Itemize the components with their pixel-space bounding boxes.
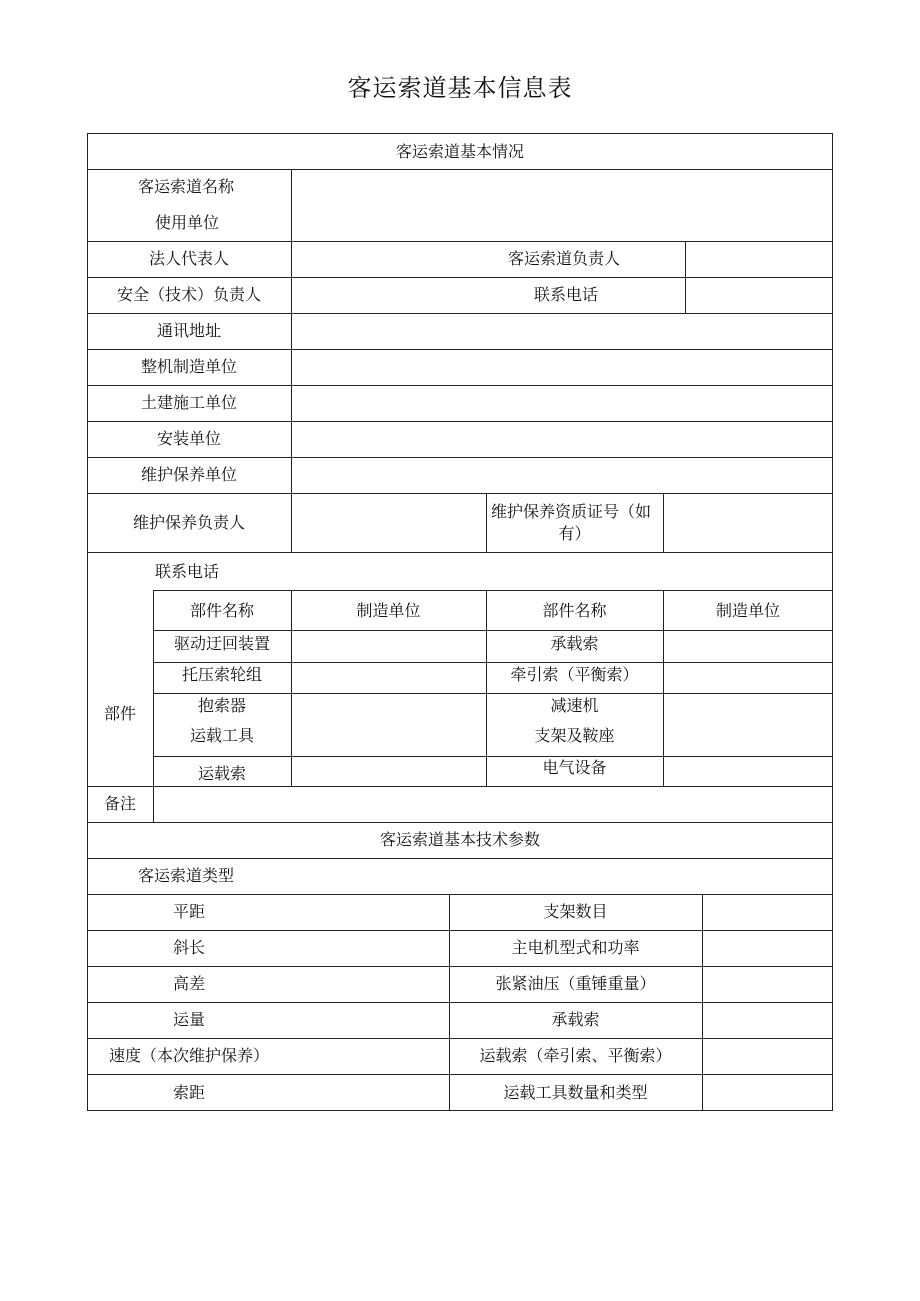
label-address: 通讯地址 — [156, 321, 221, 340]
value-legal-rep[interactable] — [292, 242, 492, 277]
label-ropeway-manager: 客运索道负责人 — [508, 249, 621, 268]
section-title-tech: 客运索道基本技术参数 — [379, 830, 540, 849]
part-left: 运载索 — [197, 764, 246, 783]
label-ropeway-type: 客运索道类型 — [138, 866, 235, 885]
value-manufacturer[interactable] — [292, 350, 832, 385]
label-maint-cert: 维护保养资质证号（如 — [491, 502, 652, 521]
label-manufacturer: 整机制造单位 — [140, 357, 237, 376]
tech-right: 承载索 — [551, 1010, 600, 1029]
value-safety-manager[interactable] — [292, 278, 492, 313]
tech-left: 高差 — [172, 974, 205, 993]
value-ropeway-manager[interactable] — [686, 242, 832, 277]
label-legal-rep: 法人代表人 — [148, 249, 229, 268]
tech-left: 斜长 — [172, 938, 205, 957]
value-ropeway-type[interactable] — [292, 859, 832, 894]
label-maintainer: 维护保养单位 — [140, 465, 237, 484]
label-parts: 部件 — [103, 704, 136, 723]
label-installer: 安装单位 — [156, 429, 221, 448]
col-divider — [449, 894, 450, 1110]
label-maint-cert-cont: 有） — [558, 524, 591, 543]
row-divider — [153, 630, 833, 631]
value-maintainer[interactable] — [292, 458, 832, 493]
tech-right: 主电机型式和功率 — [511, 938, 640, 957]
part-right: 电气设备 — [542, 758, 607, 777]
part-left: 驱动迂回装置 — [173, 634, 270, 653]
part-right: 承载索 — [550, 634, 599, 653]
value-contact-phone[interactable] — [686, 278, 832, 313]
tech-left: 速度（本次维护保养） — [108, 1046, 269, 1065]
page-title: 客运索道基本信息表 — [347, 74, 573, 102]
part-right: 牵引索（平衡索） — [510, 665, 639, 684]
value-installer[interactable] — [292, 422, 832, 457]
col-header-part-name: 部件名称 — [189, 601, 254, 620]
col-header-part-name-2: 部件名称 — [542, 601, 607, 620]
row-divider — [153, 590, 833, 591]
label-maint-manager: 维护保养负责人 — [132, 513, 245, 532]
row-divider — [153, 693, 833, 694]
part-left: 抱索器 — [197, 696, 246, 715]
value-civil-contractor[interactable] — [292, 386, 832, 421]
tech-right: 张紧油压（重锤重量） — [495, 974, 656, 993]
value-contact-phone-2[interactable] — [292, 553, 832, 590]
tech-left: 运量 — [172, 1010, 205, 1029]
tech-left: 索距 — [172, 1083, 205, 1102]
value-remarks[interactable] — [154, 787, 832, 822]
label-safety-manager: 安全（技术）负责人 — [116, 285, 261, 304]
row-divider — [153, 756, 833, 757]
label-contact-phone: 联系电话 — [534, 285, 599, 304]
tech-right: 支架数目 — [543, 902, 608, 921]
row-divider — [87, 1074, 833, 1075]
value-address[interactable] — [292, 314, 832, 349]
row-divider — [87, 1002, 833, 1003]
part-right: 支架及鞍座 — [534, 726, 615, 745]
section-title-basic: 客运索道基本情况 — [395, 142, 524, 161]
label-contact-phone-2: 联系电话 — [155, 562, 220, 581]
value-maint-manager[interactable] — [292, 494, 486, 552]
tech-right: 运载索（牵引索、平衡索） — [479, 1046, 672, 1065]
row-divider — [87, 1038, 833, 1039]
tech-left: 平距 — [172, 902, 205, 921]
col-header-maker-2: 制造单位 — [715, 601, 780, 620]
part-left: 运载工具 — [189, 726, 254, 745]
row-divider — [87, 930, 833, 931]
col-divider — [702, 894, 703, 1110]
col-header-maker: 制造单位 — [356, 601, 421, 620]
label-user-unit: 使用单位 — [155, 213, 220, 232]
label-ropeway-name: 客运索道名称 — [138, 177, 235, 196]
label-civil-contractor: 土建施工单位 — [140, 393, 237, 412]
row-divider — [153, 662, 833, 663]
label-remarks: 备注 — [104, 794, 137, 813]
part-left: 托压索轮组 — [181, 665, 262, 684]
row-divider — [87, 822, 833, 823]
row-divider — [87, 966, 833, 967]
part-right: 减速机 — [550, 696, 599, 715]
row-divider — [87, 894, 833, 895]
value-maint-cert[interactable] — [664, 494, 832, 552]
tech-right: 运载工具数量和类型 — [503, 1083, 648, 1102]
value-ropeway-name[interactable] — [292, 170, 832, 241]
